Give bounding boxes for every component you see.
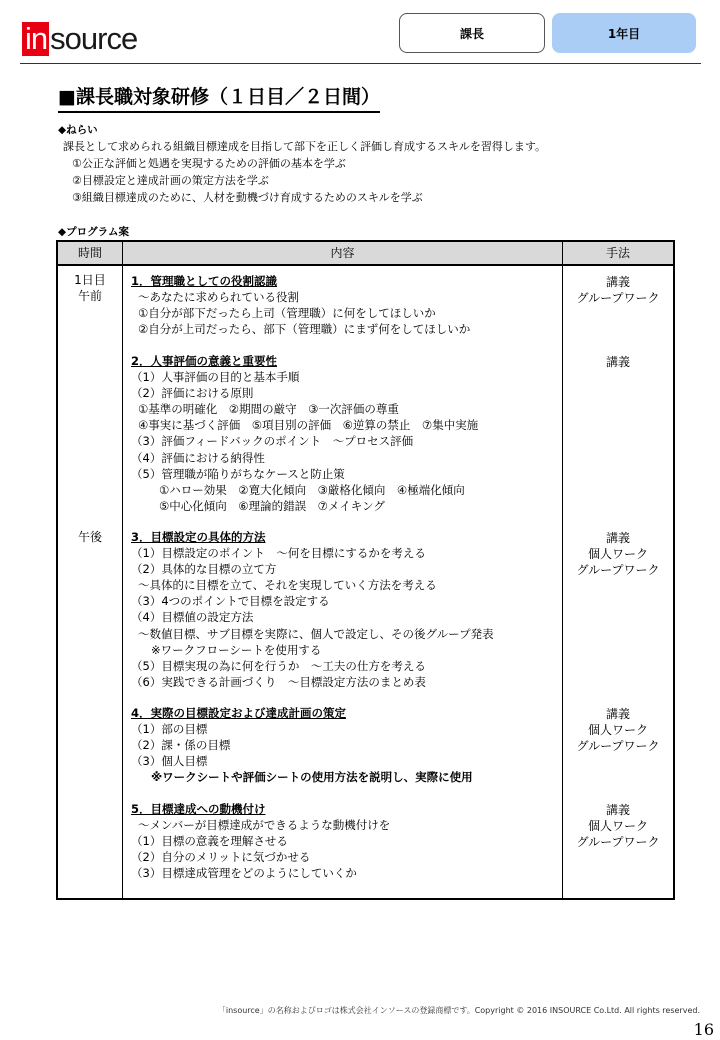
- section-line: （5）目標実現の為に何を行うか ～工夫の仕方を考える: [131, 658, 426, 673]
- program-section-1: [131, 273, 551, 337]
- program-section-5: [131, 801, 551, 881]
- program-section-3: [131, 529, 551, 690]
- aim-line: 課長として求められる組織目標達成を目指して部下を正しく評価し育成するスキルを習得します。: [63, 140, 547, 153]
- column-header-method: 手法: [605, 246, 630, 260]
- time-cell-pm: 午後: [77, 530, 102, 544]
- section-line: （6）実践できる計画づくり ～目標設定方法のまとめ表: [131, 674, 426, 689]
- method-item: 講義: [605, 531, 630, 545]
- section-line: ～メンバーが目標達成ができるような動機付けを: [138, 818, 391, 833]
- column-divider: [122, 242, 123, 898]
- column-header-time: 時間: [77, 246, 102, 260]
- method-item: 講義: [605, 707, 630, 721]
- section-line: ※ワークシートや評価シートの使用方法を説明し、実際に使用: [151, 770, 473, 785]
- section-line: （3）4つのポイントで目標を設定する: [131, 594, 330, 609]
- section-line: ①ハロー効果 ②寛大化傾向 ③厳格化傾向 ④極端化傾向: [159, 482, 465, 497]
- method-item: 講義: [605, 803, 630, 817]
- header-divider: [20, 63, 701, 64]
- section-line: （1）人事評価の目的と基本手順: [131, 370, 300, 385]
- time-period: 午前: [77, 289, 102, 303]
- method-item: グループワーク: [576, 739, 660, 753]
- section-line: （1）部の目標: [131, 722, 208, 737]
- section-line: （3）個人目標: [131, 754, 208, 769]
- section-title: 4．実際の目標設定および達成計画の策定: [131, 706, 346, 720]
- method-cell-4: [563, 706, 673, 754]
- page-title: ■課長職対象研修（１日目／２日間）: [58, 84, 380, 113]
- section-line: ～具体的に目標を立て、それを実現していく方法を考える: [138, 578, 437, 593]
- section-line: （1）目標設定のポイント ～何を目標にするかを考える: [131, 546, 426, 561]
- section-line: （4）目標値の設定方法: [131, 610, 254, 625]
- method-item: グループワーク: [576, 563, 660, 577]
- aim-line: ①公正な評価と処遇を実現するための評価の基本を学ぶ: [72, 157, 346, 170]
- method-cell-5: [563, 802, 673, 850]
- aim-heading: ◆ねらい: [58, 124, 98, 136]
- section-line: ①基準の明確化 ②期間の厳守 ③一次評価の尊重: [138, 402, 399, 417]
- section-line: ④事実に基づく評価 ⑤項目別の評価 ⑥逆算の禁止 ⑦集中実施: [138, 418, 479, 433]
- logo-red-part: in: [22, 22, 49, 56]
- section-line: ②自分が上司だったら、部下（管理職）にまず何をしてほしいか: [138, 322, 471, 337]
- section-line: （2）自分のメリットに気づかせる: [131, 850, 311, 865]
- section-title: 3．目標設定の具体的方法: [131, 530, 266, 544]
- section-title: 2．人事評価の意義と重要性: [131, 354, 278, 368]
- program-heading: ◆プログラム案: [58, 226, 129, 238]
- section-line: （5）管理職が陥りがちなケースと防止策: [131, 466, 345, 481]
- section-line: ～あなたに求められている役割: [138, 290, 299, 305]
- table-header-row: [58, 242, 673, 266]
- copyright-notice: 「insource」の名称およびロゴは株式会社インソースの登録商標です。Copyright © 2016 INSOURCE Co.Ltd. All rights reserved.: [217, 1006, 700, 1015]
- method-item: 講義: [605, 275, 630, 289]
- aim-text: [63, 138, 546, 206]
- section-line: ⑤中心化傾向 ⑥理論的錯誤 ⑦メイキング: [159, 498, 385, 513]
- role-badge: 課長: [399, 13, 545, 53]
- method-cell-2: [563, 354, 673, 370]
- page-number: 16: [693, 1020, 714, 1039]
- insource-logo: [22, 22, 137, 56]
- logo-text-part: source: [50, 21, 138, 56]
- method-item: グループワーク: [576, 291, 660, 305]
- method-cell-3: [563, 530, 673, 578]
- year-badge: 1年目: [552, 13, 696, 53]
- section-line: （2）課・係の目標: [131, 738, 231, 753]
- section-line: （2）具体的な目標の立て方: [131, 562, 277, 577]
- section-line: （4）評価における納得性: [131, 450, 265, 465]
- method-item: 講義: [605, 355, 630, 369]
- section-line: ①自分が部下だったら上司（管理職）に何をしてほしいか: [138, 306, 436, 321]
- program-table: [56, 240, 675, 900]
- method-item: 個人ワーク: [587, 723, 648, 737]
- section-line: （1）目標の意義を理解させる: [131, 834, 288, 849]
- section-title: 1．管理職としての役割認識: [131, 274, 278, 288]
- method-item: 個人ワーク: [587, 819, 648, 833]
- time-cell-am: [58, 272, 122, 304]
- program-section-4: [131, 705, 551, 785]
- section-line: （2）評価における原則: [131, 386, 254, 401]
- column-header-content: 内容: [330, 246, 355, 260]
- section-line: ※ワークフローシートを使用する: [151, 642, 322, 657]
- method-cell-1: [563, 274, 673, 306]
- time-day: 1日目: [74, 273, 106, 287]
- program-section-2: [131, 353, 551, 514]
- section-line: （3）目標達成管理をどのようにしていくか: [131, 866, 357, 881]
- aim-line: ②目標設定と達成計画の策定方法を学ぶ: [72, 174, 269, 187]
- aim-line: ③組織目標達成のために、人材を動機づけ育成するためのスキルを学ぶ: [72, 191, 423, 204]
- section-line: （3）評価フィードバックのポイント ～プロセス評価: [131, 434, 414, 449]
- method-item: グループワーク: [576, 835, 660, 849]
- method-item: 個人ワーク: [587, 547, 648, 561]
- section-line: ～数値目標、サブ目標を実際に、個人で設定し、その後グループ発表: [138, 626, 494, 641]
- section-title: 5．目標達成への動機付け: [131, 802, 266, 816]
